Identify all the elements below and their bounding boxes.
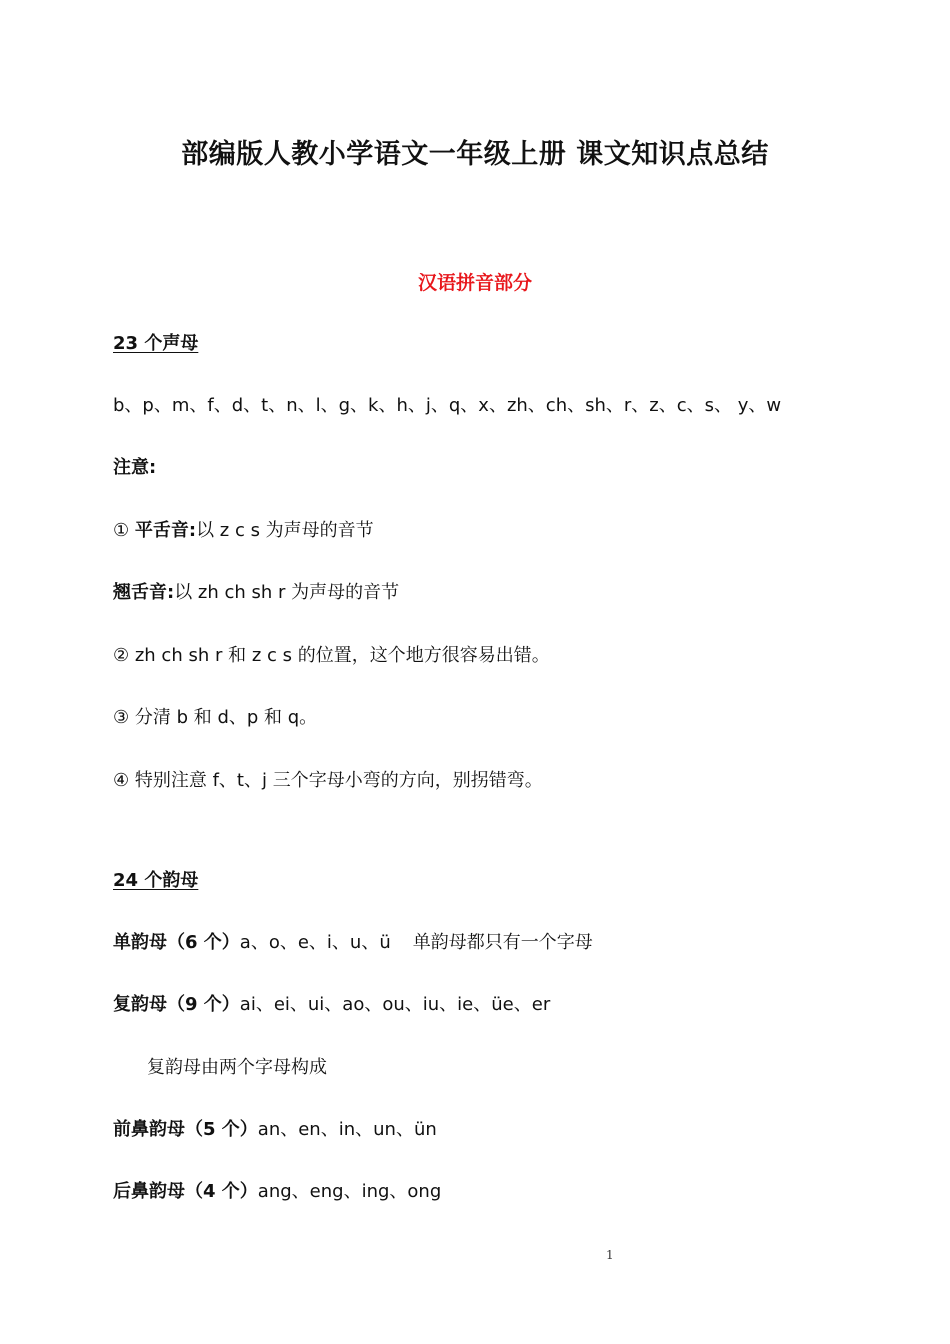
qian-yunmu-list: an、en、in、un、ün: [257, 1119, 437, 1140]
dan-yunmu-row: [113, 930, 593, 956]
note-item-1: [113, 518, 374, 544]
fu-yunmu-label: 复韵母（9 个）: [113, 994, 240, 1015]
note-item-2: ② zh ch sh r 和 z c s 的位置，这个地方很容易出错。: [113, 645, 550, 666]
qian-yunmu-label: 前鼻韵母（5 个）: [113, 1119, 258, 1140]
yunmu-heading: 24 个韵母: [113, 870, 199, 891]
note-item-1b: [113, 580, 399, 606]
notes-heading: 注意:: [113, 457, 157, 478]
note-item-3: ③ 分清 b 和 d、p 和 q。: [113, 707, 318, 728]
fu-yunmu-list: ai、ei、ui、ao、ou、iu、ie、üe、er: [239, 994, 551, 1015]
note-item-1-prefix: ①: [113, 520, 135, 541]
note-item-1b-label: 翘舌音:: [113, 582, 175, 603]
shengmu-list: b、p、m、f、d、t、n、l、g、k、h、j、q、x、zh、ch、sh、r、z、c、s、 y、w: [113, 395, 782, 416]
note-item-1-text: 以 z c s 为声母的音节: [196, 520, 374, 541]
document-title: 部编版人教小学语文一年级上册 课文知识点总结: [181, 139, 769, 170]
hou-yunmu-row: [113, 1179, 441, 1205]
shengmu-heading: 23 个声母: [113, 333, 199, 354]
fu-yunmu-row: [113, 992, 550, 1018]
note-item-1b-text: 以 zh ch sh r 为声母的音节: [174, 582, 400, 603]
dan-yunmu-label: 单韵母（6 个）: [113, 932, 240, 953]
fu-yunmu-note: 复韵母由两个字母构成: [147, 1057, 327, 1078]
note-item-4: ④ 特别注意 f、t、j 三个字母小弯的方向，别拐错弯。: [113, 770, 543, 791]
dan-yunmu-list: a、o、e、i、u、ü: [239, 932, 391, 953]
section-title: 汉语拼音部分: [417, 272, 532, 294]
note-item-1-label: 平舌音:: [134, 520, 197, 541]
qian-yunmu-row: [113, 1117, 437, 1143]
hou-yunmu-label: 后鼻韵母（4 个）: [113, 1181, 258, 1202]
dan-yunmu-note: 单韵母都只有一个字母: [412, 932, 593, 953]
page-number: 1: [606, 1248, 614, 1262]
hou-yunmu-list: ang、eng、ing、ong: [257, 1181, 442, 1202]
